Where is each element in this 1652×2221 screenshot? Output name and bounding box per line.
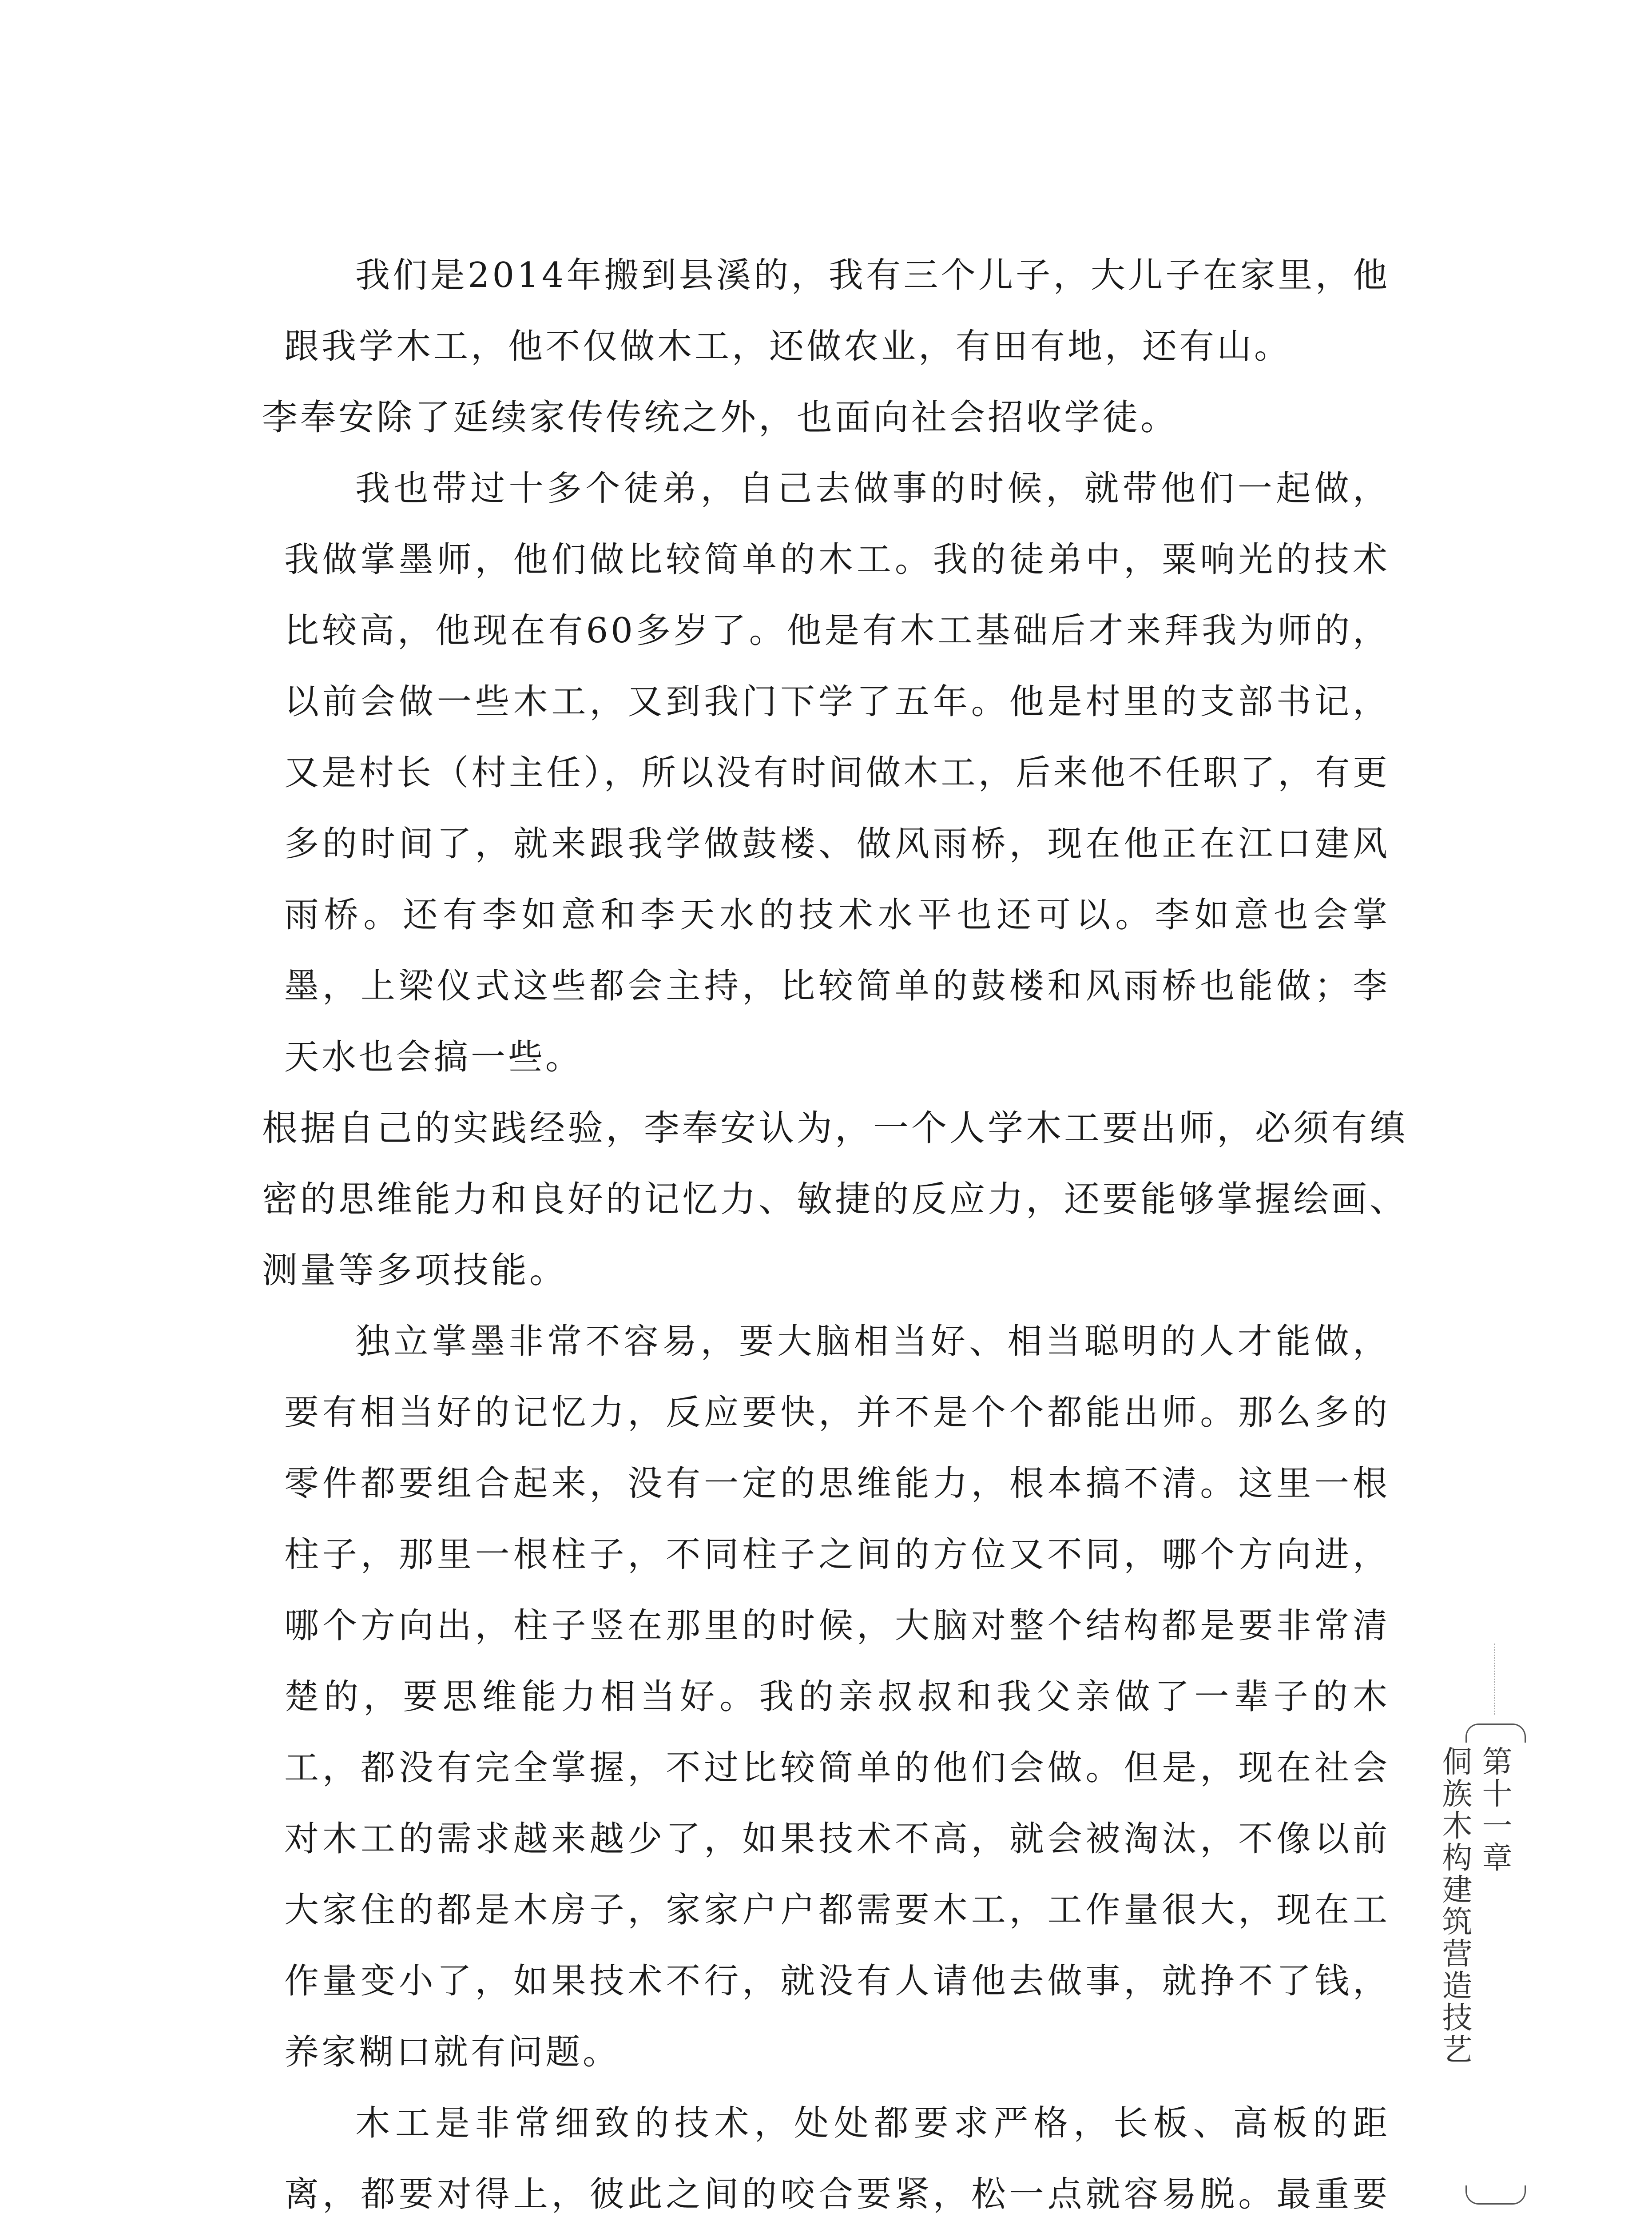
paragraph-2: 李奉安除了延续家传传统之外，也面向社会招收学徒。	[262, 397, 1179, 438]
bracket-top	[1465, 1723, 1526, 1743]
chapter-title: 侗族木构建筑营造技艺	[1437, 1746, 1472, 2066]
paragraph-5: 独立掌墨非常不容易，要大脑相当好、相当聪明的人才能做，要有相当好的记忆力，反应要快，并不是个个都能出师。那么多的零件都要组合起来，没有一定的思维能力，根本搞不清。这里一根柱子，那里一根柱子，不同柱子之间的方位又不同，哪个方向进，哪个方向出，柱子竖在那里的时候，大脑对整个结构都是要非常清楚的，要思维能力相当好。我的亲叔叔和我父亲做了一辈子的木工，都没有完全掌握，不过比较简单的他们会做。但是，现在社会对木工的需求越来越少了，如果技术不高，就会被淘汰，不像以前大家住的都是木房子，家家户户都需要木工，工作量很大，现在工作量变小了，如果技术不行，就没有人请他去做事，就挣不了钱，养家糊口就有问题。	[284, 1321, 1390, 2072]
paragraph-3: 我也带过十多个徒弟，自己去做事的时候，就带他们一起做，我做掌墨师，他们做比较简单的木工。我的徒弟中，粟响光的技术比较高，他现在有60多岁了。他是有木工基础后才来拜我为师的，以前会做一些木工，又到我门下学了五年。他是村里的支部书记，又是村长（村主任），所以没有时间做木工，后来他不任职了，有更多的时间了，就来跟我学做鼓楼、做风雨桥，现在他正在江口建风雨桥。还有李如意和李天水的技术水平也还可以。李如意也会掌墨，上梁仪式这些都会主持，比较简单的鼓楼和风雨桥也能做；李天水也会搞一些。	[284, 469, 1390, 1077]
chapter-heading	[1437, 1746, 1514, 2066]
paragraph-6: 木工是非常细致的技术，处处都要求严格，长板、高板的距离，都要对得上，彼此之间的咬合要紧，松一点就容易脱。最重要	[284, 2103, 1390, 2214]
bracket-bottom	[1465, 2185, 1526, 2205]
quote-block	[271, 240, 1390, 382]
quote-block	[271, 453, 1390, 1093]
chapter-tab	[1437, 1723, 1528, 2221]
body-text	[262, 240, 1408, 2221]
quote-block	[271, 1306, 1390, 2221]
margin-dotted-line-top	[1494, 1644, 1495, 1715]
paragraph-1: 我们是2014年搬到县溪的，我有三个儿子，大儿子在家里，他跟我学木工，他不仅做木工，还做农业，有田有地，还有山。	[284, 255, 1390, 366]
paragraph-4: 根据自己的实践经验，李奉安认为，一个人学木工要出师，必须有缜密的思维能力和良好的记忆力、敏捷的反应力，还要能够掌握绘画、测量等多项技能。	[262, 1107, 1408, 1291]
chapter-number: 第十一章	[1477, 1746, 1512, 1874]
